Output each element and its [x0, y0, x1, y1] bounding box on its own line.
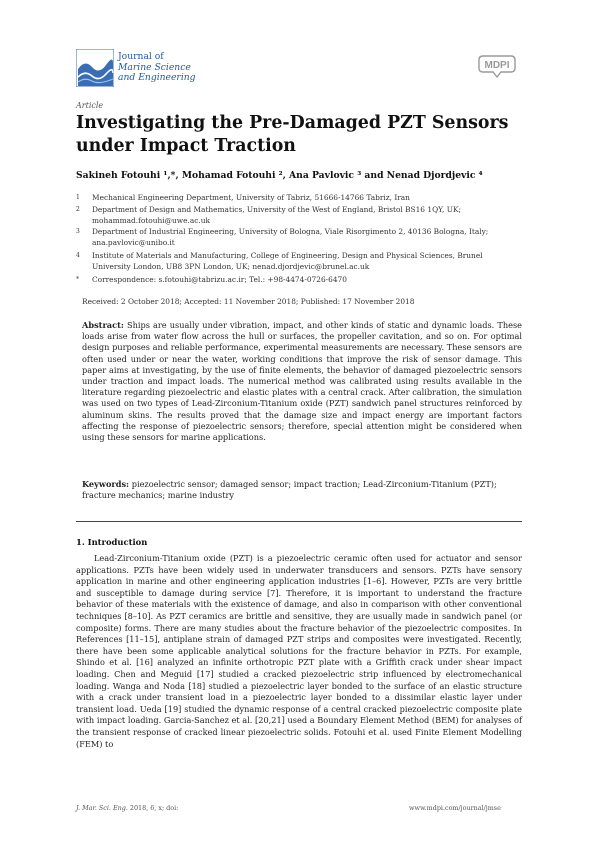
section-divider: [76, 521, 522, 522]
footer-journal: J. Mar. Sci. Eng.: [76, 804, 128, 812]
affiliation-text: Department of Design and Mathematics, University of the West of England, Bristol BS16 1QY, UK; mohammad.fotouhi@uwe.ac.uk: [92, 205, 461, 225]
affiliation-3: [76, 227, 522, 249]
mdpi-logo-icon: [475, 54, 519, 78]
correspondence: [76, 275, 522, 287]
journal-name-line3: and Engineering: [118, 72, 196, 83]
affiliation-1: [76, 193, 522, 205]
affiliation-number: 2: [76, 206, 80, 213]
keywords-text: piezoelectric sensor; damaged sensor; impact traction; Lead-Zirconium-Titanium (PZT); fracture mechanics; marine industry: [82, 479, 497, 501]
mdpi-logo-text: MDPI: [484, 60, 510, 71]
publication-dates: Received: 2 October 2018; Accepted: 11 November 2018; Published: 17 November 2018: [82, 297, 415, 306]
section-heading: 1. Introduction: [76, 537, 148, 547]
journal-name-line2: Marine Science: [118, 61, 191, 73]
abstract-text: Ships are usually under vibration, impact, and other kinds of static and dynamic loads. These loads arise from water flow across the hull or surfaces, the propeller cavitation, and so on. For optimal design purposes and reliable performance, experimental measurements are necessary. These sensors are often used under or near the water, working conditions that improve the risk of sensor damage. This paper aims at investigating, by the use of finite elements, the behavior of damaged piezoelectric sensors under traction and impact loads. The numerical method was calibrated using results available in the literature regarding piezoelectric and elastic plates with a central crack. After calibration, the simulation was used on two types of Lead-Zirconium-Titanium oxide (PZT) sandwich panel structures reinforced by aluminum skins. The results proved that the damage size and impact energy are important factors affecting the response of piezoelectric sensors; therefore, special attention might be considered when using these sensors for marine applications.: [82, 320, 522, 443]
keywords: [82, 479, 522, 501]
journal-name-line1: Journal of: [118, 51, 164, 62]
author-list: Sakineh Fotouhi ¹,*, Mohamad Fotouhi ², Ana Pavlovic ³ and Nenad Djordjevic ⁴: [76, 170, 483, 181]
affiliation-2: [76, 205, 522, 227]
footer-citation: [76, 804, 178, 812]
article-title: Investigating the Pre-Damaged PZT Sensors under Impact Traction: [76, 113, 509, 156]
correspondence-text: Correspondence: s.fotouhi@tabrizu.ac.ir; Tel.: +98-4474-0726-6470: [92, 275, 347, 284]
article-type: Article: [76, 101, 104, 110]
affiliation-number: 4: [76, 252, 80, 259]
abstract-label: Abstract:: [82, 320, 124, 330]
footer-url[interactable]: www.mdpi.com/journal/jmse: [409, 804, 501, 812]
affiliation-text: Department of Industrial Engineering, University of Bologna, Viale Risorgimento 2, 40136 Bologna, Italy; ana.pavlovic@unibo.it: [92, 227, 489, 247]
affiliation-number: 1: [76, 194, 80, 201]
keywords-label: Keywords:: [82, 479, 130, 489]
journal-logo-icon: [76, 49, 114, 87]
affiliation-number: 3: [76, 228, 80, 235]
abstract: [82, 320, 522, 443]
affiliation-4: [76, 251, 522, 273]
affiliation-text: Mechanical Engineering Department, University of Tabriz, 51666-14766 Tabriz, Iran: [92, 193, 410, 202]
footer-citation-rest: 2018, 6, x; doi:: [127, 804, 179, 812]
affiliation-number: *: [76, 276, 79, 283]
introduction-paragraph: Lead-Zirconium-Titanium oxide (PZT) is a piezoelectric ceramic often used for actuator and sensor applications. PZTs have been widely used in underwater transducers and sensors. PZTs have sensory application in marine and other engineering application industries [1–6]. However, PZTs are very brittle and susceptible to damage during service [7]. Therefore, it is important to understand the fracture behavior of these materials with the existence of damage, and also in comparison with other conventional techniques [8–10]. As PZT ceramics are brittle and sensitive, they are usually made in sandwich panel (or composite) forms. There are many studies about the fracture behavior of the piezoelectric composites. In References [11–15], antiplane strain of damaged PZT strips and composites were investigated. Recently, there have been some applicable analytical solutions for the fracture behavior in PZTs. For example, Shindo et al. [16] analyzed an infinite orthotropic PZT plate with a Griffith crack under shear impact loading. Chen and Meguid [17] studied a cracked piezoelectric strip influenced by electromechanical loading. Wanga and Noda [18] studied a piezoelectric layer bonded to the surface of an elastic structure with a crack under transient load in a piezoelectric layer bonded to a dissimilar elastic layer under transient load. Ueda [19] studied the dynamic response of a central cracked piezoelectric composite plate with impact loading. Garcia-Sanchez et al. [20,21] used a Boundary Element Method (BEM) for analyses of the transient response of cracked linear piezoelectric solids. Fotouhi et al. used Finite Element Modelling (FEM) to: [76, 553, 522, 749]
affiliation-text: Institute of Materials and Manufacturing, College of Engineering, Design and Physical Sciences, Brunel University London, UB8 3PN London, UK; nenad.djordjevic@brunel.ac.uk: [92, 251, 483, 271]
journal-name: [118, 52, 248, 84]
